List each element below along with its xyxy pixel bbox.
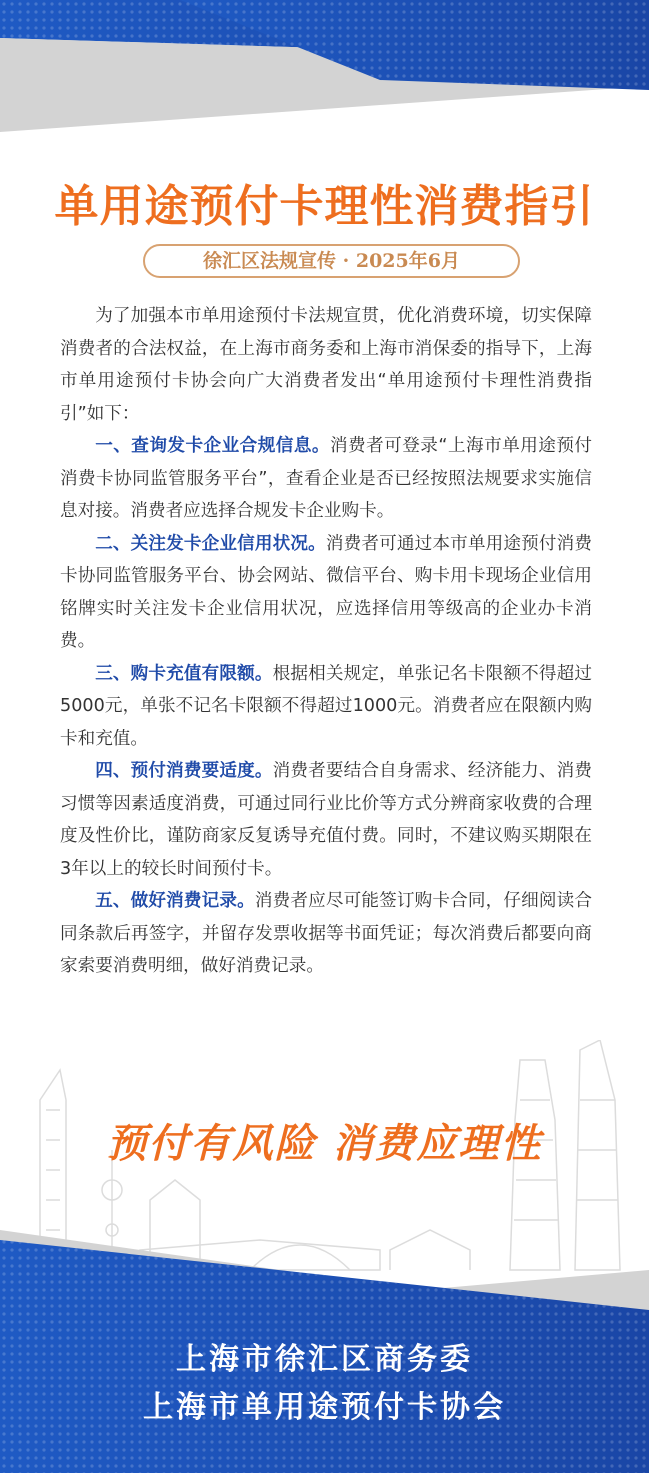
item-1-text: 消费者可登录“上海市单用途预付消费卡协同监管服务平台”，查看企业是否已经按照法规要求实施信息对接。消费者应选择合规发卡企业购卡。 <box>60 436 592 521</box>
subtitle-badge: 徐汇区法规宣传 · 2025年6月 <box>143 244 520 278</box>
item-4-text: 消费者要结合自身需求、经济能力、消费习惯等因素适度消费，可通过同行业比价等方式分辨商家收费的合理度及性价比，谨防商家反复诱导充值付费。同时，不建议购买期限在3年以上的较长时间预付卡。 <box>60 761 592 879</box>
footer-org-2: 上海市单用途预付卡协会 <box>143 1390 506 1425</box>
guideline-item-2 <box>60 528 592 658</box>
intro-paragraph: 为了加强本市单用途预付卡法规宣贯，优化消费环境，切实保障消费者的合法权益，在上海市商务委和上海市消保委的指导下，上海市单用途预付卡协会向广大消费者发出“单用途预付卡理性消费指引”如下： <box>60 306 592 424</box>
guideline-body <box>60 300 592 983</box>
top-decor-band <box>0 0 649 140</box>
item-2-text: 消费者可通过本市单用途预付消费卡协同监管服务平台、协会网站、微信平台、购卡用卡现场企业信用铭牌实时关注发卡企业信用状况，应选择信用等级高的企业办卡消费。 <box>60 533 592 651</box>
page-title: 单用途预付卡理性消费指引 <box>54 181 595 232</box>
slogan: 预付有风险 消费应理性 <box>106 1121 543 1167</box>
guideline-item-5 <box>60 885 592 983</box>
item-5-text: 消费者应尽可能签订购卡合同，仔细阅读合同条款后再签字，并留存发票收据等书面凭证；每次消费后都要向商家索要消费明细，做好消费记录。 <box>60 891 592 976</box>
guideline-item-1 <box>60 430 592 528</box>
item-3-heading: 三、购卡充值有限额。 <box>95 663 273 684</box>
item-5-heading: 五、做好消费记录。 <box>95 891 255 911</box>
item-4-heading: 四、预付消费要适度。 <box>95 761 273 781</box>
item-2-heading: 二、关注发卡企业信用状况。 <box>95 533 326 554</box>
footer-org-1: 上海市徐汇区商务委 <box>176 1342 473 1377</box>
item-3-text: 根据相关规定，单张记名卡限额不得超过5000元，单张不记名卡限额不得超过1000元。消费者应在限额内购卡和充值。 <box>60 663 592 749</box>
guideline-item-4 <box>60 755 592 885</box>
item-1-heading: 一、查询发卡企业合规信息。 <box>95 436 330 456</box>
guideline-item-3 <box>60 658 592 756</box>
